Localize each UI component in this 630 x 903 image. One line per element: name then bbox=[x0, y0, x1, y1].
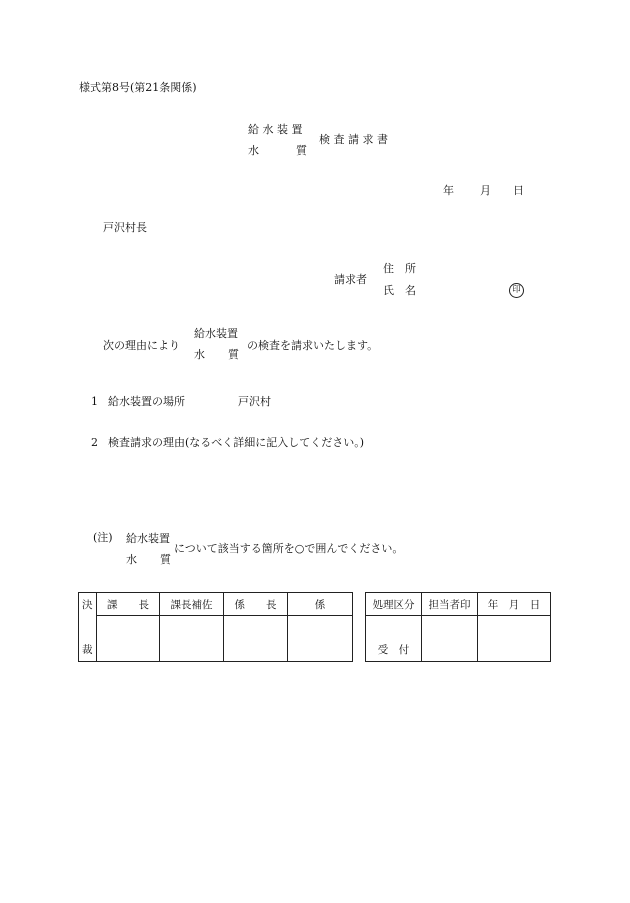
header-deputy-chief: 課長補佐 bbox=[160, 593, 224, 616]
note-text: について該当する箇所を○で囲んでください。 bbox=[174, 542, 404, 555]
seal-icon: 印 bbox=[509, 283, 524, 298]
cell-date[interactable] bbox=[478, 616, 551, 662]
cell-reception: 受 付 bbox=[366, 616, 422, 662]
request-prefix: 次の理由により bbox=[103, 339, 180, 352]
header-staff: 係 bbox=[288, 593, 353, 616]
header-section-chief: 課 長 bbox=[97, 593, 160, 616]
request-suffix: の検査を請求いたします。 bbox=[247, 339, 379, 352]
note-option-water-quality-2: 質 bbox=[160, 553, 171, 566]
note-option-water-supply: 給水装置 bbox=[126, 532, 170, 545]
item-1-value: 戸沢村 bbox=[238, 395, 271, 408]
note-label: (注) bbox=[93, 531, 113, 544]
request-option-water-quality-1: 水 bbox=[194, 348, 205, 361]
processing-table bbox=[365, 592, 551, 662]
title-option-water-supply: 給 水 装 置 bbox=[248, 123, 303, 136]
title-option-water-quality-2: 質 bbox=[296, 144, 307, 157]
requester-label: 請求者 bbox=[334, 273, 367, 286]
cell-officer-seal[interactable] bbox=[422, 616, 478, 662]
header-officer-seal: 担当者印 bbox=[422, 593, 478, 616]
stamp-cell-section-chief[interactable] bbox=[97, 616, 160, 662]
approval-label-top: 決 bbox=[82, 599, 93, 611]
address-label: 住 所 bbox=[383, 262, 416, 275]
note-option-water-quality-1: 水 bbox=[126, 553, 137, 566]
item-1-number: 1 bbox=[91, 395, 98, 408]
approval-row-label bbox=[79, 593, 97, 662]
request-option-water-quality-2: 質 bbox=[228, 348, 239, 361]
date-day: 日 bbox=[513, 184, 524, 197]
stamp-cell-deputy-chief[interactable] bbox=[160, 616, 224, 662]
name-label: 氏 名 bbox=[383, 284, 416, 297]
stamp-cell-staff[interactable] bbox=[288, 616, 353, 662]
item-2-number: 2 bbox=[91, 436, 98, 449]
header-date: 年 月 日 bbox=[478, 593, 551, 616]
addressee: 戸沢村長 bbox=[103, 221, 147, 234]
approval-table bbox=[78, 592, 353, 662]
title-option-water-quality-1: 水 bbox=[248, 144, 259, 157]
item-1-label: 給水装置の場所 bbox=[108, 395, 185, 408]
stamp-cell-subsection-chief[interactable] bbox=[224, 616, 288, 662]
title-suffix: 検 査 請 求 書 bbox=[319, 133, 388, 146]
date-month: 月 bbox=[480, 184, 491, 197]
form-number: 様式第8号(第21条関係) bbox=[79, 81, 197, 94]
approval-label-bottom: 裁 bbox=[82, 644, 93, 656]
request-option-water-supply: 給水装置 bbox=[194, 327, 238, 340]
item-2-label: 検査請求の理由(なるべく詳細に記入してください。) bbox=[108, 436, 365, 449]
header-subsection-chief: 係 長 bbox=[224, 593, 288, 616]
header-processing-category: 処理区分 bbox=[366, 593, 422, 616]
date-year: 年 bbox=[443, 184, 454, 197]
